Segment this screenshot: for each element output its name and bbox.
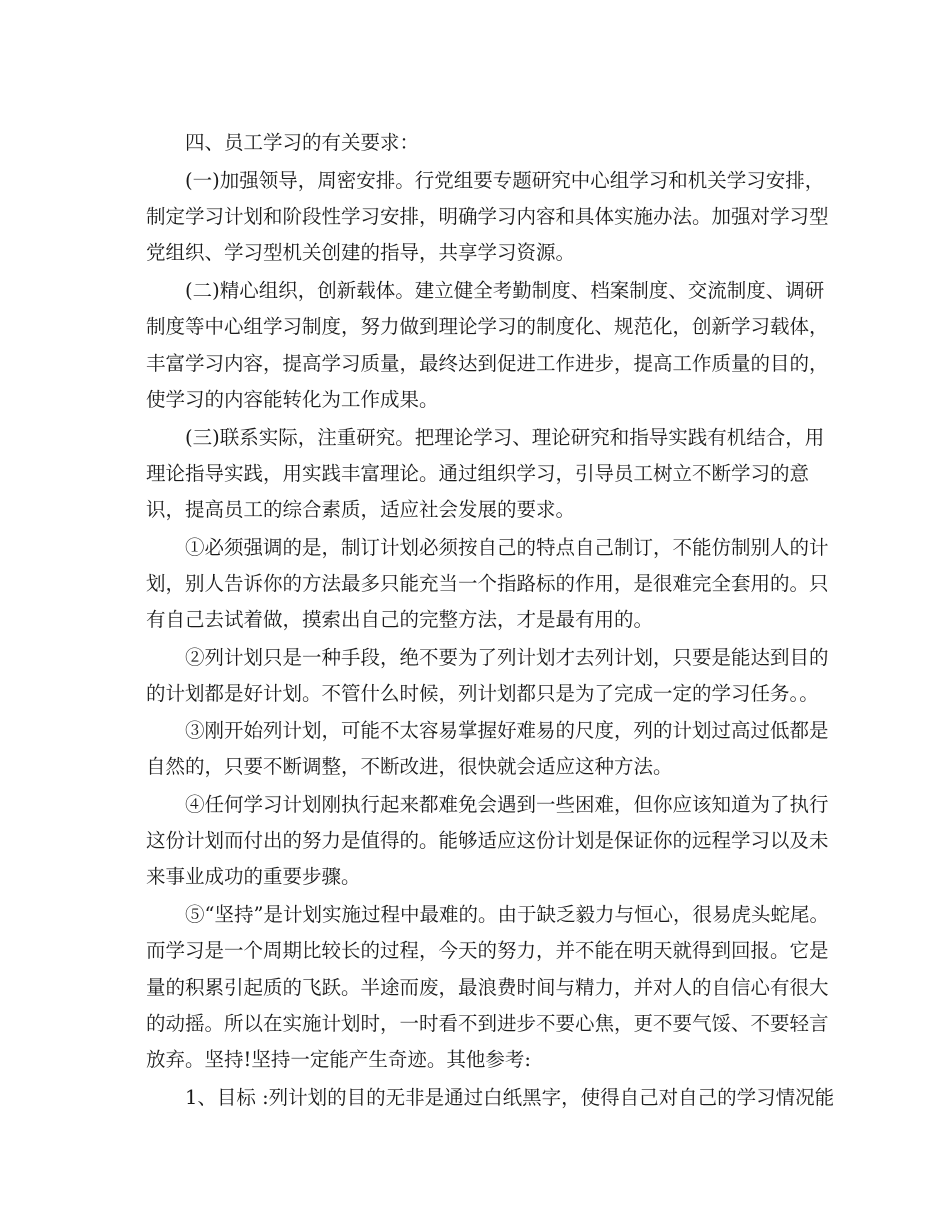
text-line: ①必须强调的是，制订计划必须按自己的特点自己制订，不能仿制别人的计	[146, 536, 829, 559]
text-line: 丰富学习内容，提高学习质量，最终达到促进工作进步，提高工作质量的目的，	[146, 352, 829, 375]
text-line: 的计划都是好计划。不管什么时候，列计划都只是为了完成一定的学习任务。。	[146, 682, 819, 705]
text-line: 来事业成功的重要步骤。	[146, 865, 361, 888]
text-line: ④任何学习计划刚执行起来都难免会遇到一些困难，但你应该知道为了执行	[146, 793, 829, 816]
text-line: ⑤“坚持”是计划实施过程中最难的。由于缺乏毅力与恒心，很易虎头蛇尾。	[146, 903, 829, 926]
text-line: 自然的，只要不断调整，不断改进，很快就会适应这种方法。	[146, 755, 673, 778]
text-line: 划，别人告诉你的方法最多只能充当一个指路标的作用，是很难完全套用的。只	[146, 572, 829, 595]
text-line: 四、员工学习的有关要求：	[146, 131, 420, 154]
text-line: 量的积累引起质的飞跃。半途而废，最浪费时间与精力，并对人的自信心有很大	[146, 976, 829, 999]
text-line: 识，提高员工的综合素质，适应社会发展的要求。	[146, 498, 576, 521]
text-line: ②列计划只是一种手段，绝不要为了列计划才去列计划，只要是能达到目的	[146, 646, 829, 669]
text-line: (一)加强领导，周密安排。行党组要专题研究中心组学习和机关学习安排，	[146, 169, 825, 192]
text-line: 而学习是一个周期比较长的过程，今天的努力，并不能在明天就得到回报。它是	[146, 939, 829, 962]
text-line: 这份计划而付出的努力是值得的。能够适应这份计划是保证你的远程学习以及未	[146, 829, 829, 852]
text-line: (二)精心组织，创新载体。建立健全考勤制度、档案制度、交流制度、调研	[146, 279, 825, 302]
text-line: 1、目标 :列计划的目的无非是通过白纸黑字，使得自己对自己的学习情况能	[146, 1086, 835, 1109]
text-line: 的动摇。所以在实施计划时，一时看不到进步不要心焦，更不要气馁、不要轻言	[146, 1012, 829, 1035]
text-line: 制度等中心组学习制度，努力做到理论学习的制度化、规范化，创新学习载体，	[146, 315, 829, 338]
text-line: 有自己去试着做，摸索出自己的完整方法，才是最有用的。	[146, 608, 654, 631]
text-line: 使学习的内容能转化为工作成果。	[146, 388, 439, 411]
text-line: 党组织、学习型机关创建的指导，共享学习资源。	[146, 241, 576, 264]
text-line: 制定学习计划和阶段性学习安排，明确学习内容和具体实施办法。加强对学习型	[146, 205, 829, 228]
text-line: 放弃。坚持!坚持一定能产生奇迹。其他参考:	[146, 1048, 531, 1071]
text-line: (三)联系实际，注重研究。把理论学习、理论研究和指导实践有机结合，用	[146, 426, 825, 449]
text-line: ③刚开始列计划，可能不太容易掌握好难易的尺度，列的计划过高过低都是	[146, 719, 829, 742]
text-line: 理论指导实践，用实践丰富理论。通过组织学习，引导员工树立不断学习的意	[146, 462, 810, 485]
